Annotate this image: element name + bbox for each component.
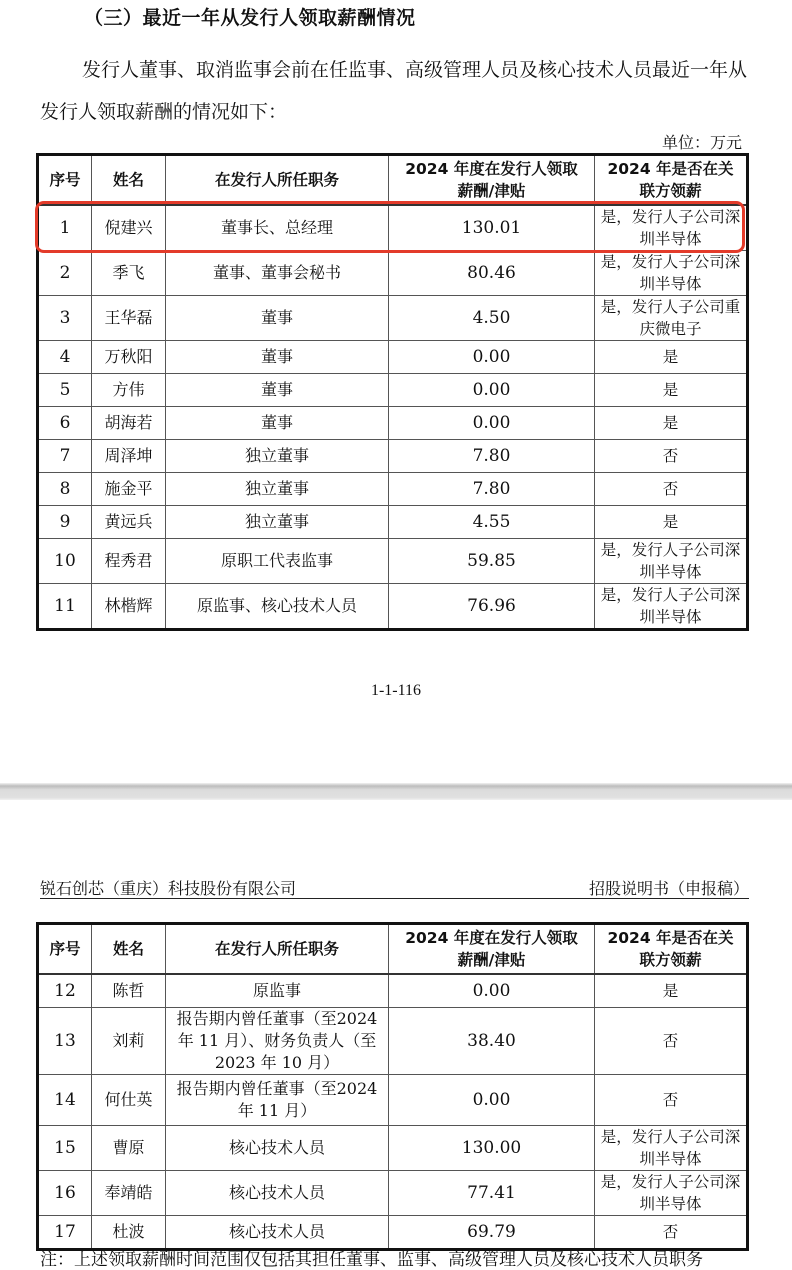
cell-related-party: 否: [595, 473, 748, 506]
cell-related-party: 是，发行人子公司深圳半导体: [595, 539, 748, 584]
cell-name: 陈哲: [92, 974, 166, 1008]
cell-name: 施金平: [92, 473, 166, 506]
table-row: [38, 539, 748, 584]
cell-name: 黄远兵: [92, 506, 166, 539]
table-row: [38, 1171, 748, 1216]
cell-position: 董事: [166, 407, 389, 440]
cell-salary: 76.96: [389, 584, 595, 630]
cell-salary: 77.41: [389, 1171, 595, 1216]
cell-salary: 38.40: [389, 1008, 595, 1075]
cell-no: 2: [38, 251, 92, 296]
header-position: 在发行人所任职务: [166, 155, 389, 206]
cell-related-party: 是: [595, 506, 748, 539]
cell-no: 10: [38, 539, 92, 584]
cell-salary: 4.55: [389, 506, 595, 539]
cell-position: 独立董事: [166, 440, 389, 473]
cell-salary: 4.50: [389, 296, 595, 341]
intro-paragraph: 发行人董事、取消监事会前在任监事、高级管理人员及核心技术人员最近一年从发行人领取薪酬的情况如下：: [40, 59, 748, 123]
table-row: [38, 506, 748, 539]
header-salary: 2024 年度在发行人领取 薪酬/津贴: [389, 924, 595, 975]
table-row: [38, 341, 748, 374]
table-header-row: [38, 155, 748, 206]
cell-position: 董事: [166, 341, 389, 374]
cell-name: 曹原: [92, 1126, 166, 1171]
cell-related-party: 否: [595, 1075, 748, 1126]
cell-related-party: 是: [595, 341, 748, 374]
cell-position: 核心技术人员: [166, 1126, 389, 1171]
cell-related-party: 是，发行人子公司深圳半导体: [595, 251, 748, 296]
cell-name: 方伟: [92, 374, 166, 407]
cell-related-party: 是: [595, 374, 748, 407]
cell-position: 原监事: [166, 974, 389, 1008]
cell-related-party: 是，发行人子公司深圳半导体: [595, 584, 748, 630]
cell-name: 王华磊: [92, 296, 166, 341]
page-number: 1-1-116: [370, 682, 422, 699]
cell-salary: 69.79: [389, 1216, 595, 1250]
table-row: [38, 251, 748, 296]
table-row: [38, 584, 748, 630]
cell-position: 董事: [166, 374, 389, 407]
cell-no: 11: [38, 584, 92, 630]
cell-name: 何仕英: [92, 1075, 166, 1126]
header-document-type: 招股说明书（申报稿）: [588, 879, 749, 898]
cell-salary: 0.00: [389, 374, 595, 407]
cell-salary: 7.80: [389, 440, 595, 473]
cell-salary: 0.00: [389, 1075, 595, 1126]
table-row: [38, 374, 748, 407]
cell-salary: 130.01: [389, 205, 595, 251]
cell-name: 林楷辉: [92, 584, 166, 630]
table-row: [38, 974, 748, 1008]
cell-name: 倪建兴: [92, 205, 166, 251]
salary-table-part-1: [36, 153, 749, 631]
cell-position: 原监事、核心技术人员: [166, 584, 389, 630]
header-position: 在发行人所任职务: [166, 924, 389, 975]
cell-related-party: 否: [595, 440, 748, 473]
cell-no: 3: [38, 296, 92, 341]
cell-position: 独立董事: [166, 506, 389, 539]
header-no: 序号: [38, 155, 92, 206]
cell-related-party: 是: [595, 974, 748, 1008]
cell-related-party: 是，发行人子公司深圳半导体: [595, 1126, 748, 1171]
cell-no: 5: [38, 374, 92, 407]
cell-related-party: 是: [595, 407, 748, 440]
cell-salary: 59.85: [389, 539, 595, 584]
cell-position: 原职工代表监事: [166, 539, 389, 584]
cell-no: 15: [38, 1126, 92, 1171]
cell-related-party: 是，发行人子公司重庆微电子: [595, 296, 748, 341]
cell-no: 12: [38, 974, 92, 1008]
cell-position: 报告期内曾任董事（至2024 年 11 月）、财务负责人（至 2023 年 10 月）: [166, 1008, 389, 1075]
cell-no: 7: [38, 440, 92, 473]
cell-position: 董事: [166, 296, 389, 341]
unit-label: 单位：万元: [661, 133, 742, 152]
cell-no: 16: [38, 1171, 92, 1216]
cell-no: 4: [38, 341, 92, 374]
header-name: 姓名: [92, 924, 166, 975]
cell-salary: 0.00: [389, 407, 595, 440]
cell-no: 17: [38, 1216, 92, 1250]
cell-position: 董事长、总经理: [166, 205, 389, 251]
footnote: 注：上述领取薪酬时间范围仅包括其担任董事、监事、高级管理人员及核心技术人员职务: [40, 1250, 703, 1270]
header-salary: 2024 年度在发行人领取 薪酬/津贴: [389, 155, 595, 206]
cell-name: 程秀君: [92, 539, 166, 584]
table-row: [38, 440, 748, 473]
header-company-name: 锐石创芯（重庆）科技股份有限公司: [40, 879, 297, 898]
document-page-2: [0, 800, 792, 1270]
cell-salary: 130.00: [389, 1126, 595, 1171]
header-related-party: 2024 年是否在关 联方领薪: [595, 924, 748, 975]
cell-name: 周泽坤: [92, 440, 166, 473]
cell-no: 6: [38, 407, 92, 440]
cell-name: 杜波: [92, 1216, 166, 1250]
cell-position: 董事、董事会秘书: [166, 251, 389, 296]
cell-name: 万秋阳: [92, 341, 166, 374]
cell-salary: 7.80: [389, 473, 595, 506]
table-row: [38, 205, 748, 251]
cell-position: 独立董事: [166, 473, 389, 506]
cell-salary: 80.46: [389, 251, 595, 296]
cell-name: 胡海若: [92, 407, 166, 440]
table-row: [38, 296, 748, 341]
table-row: [38, 1075, 748, 1126]
header-related-party: 2024 年是否在关 联方领薪: [595, 155, 748, 206]
cell-position: 报告期内曾任董事（至2024 年 11 月）: [166, 1075, 389, 1126]
cell-related-party: 否: [595, 1216, 748, 1250]
cell-related-party: 否: [595, 1008, 748, 1075]
cell-no: 8: [38, 473, 92, 506]
cell-position: 核心技术人员: [166, 1216, 389, 1250]
table-row: [38, 1126, 748, 1171]
cell-related-party: 是，发行人子公司深圳半导体: [595, 1171, 748, 1216]
cell-no: 1: [38, 205, 92, 251]
cell-no: 9: [38, 506, 92, 539]
running-header: [40, 876, 749, 899]
page-separator: [0, 783, 792, 800]
table-row: [38, 407, 748, 440]
salary-table-part-2: [36, 922, 749, 1251]
cell-salary: 0.00: [389, 341, 595, 374]
table-row: [38, 1008, 748, 1075]
table-row: [38, 473, 748, 506]
cell-salary: 0.00: [389, 974, 595, 1008]
cell-no: 14: [38, 1075, 92, 1126]
header-name: 姓名: [92, 155, 166, 206]
cell-name: 刘莉: [92, 1008, 166, 1075]
cell-related-party: 是，发行人子公司深圳半导体: [595, 205, 748, 251]
header-no: 序号: [38, 924, 92, 975]
cell-name: 奉靖皓: [92, 1171, 166, 1216]
section-title: （三）最近一年从发行人领取薪酬情况: [84, 7, 416, 29]
cell-position: 核心技术人员: [166, 1171, 389, 1216]
cell-name: 季飞: [92, 251, 166, 296]
cell-no: 13: [38, 1008, 92, 1075]
table-header-row: [38, 924, 748, 975]
